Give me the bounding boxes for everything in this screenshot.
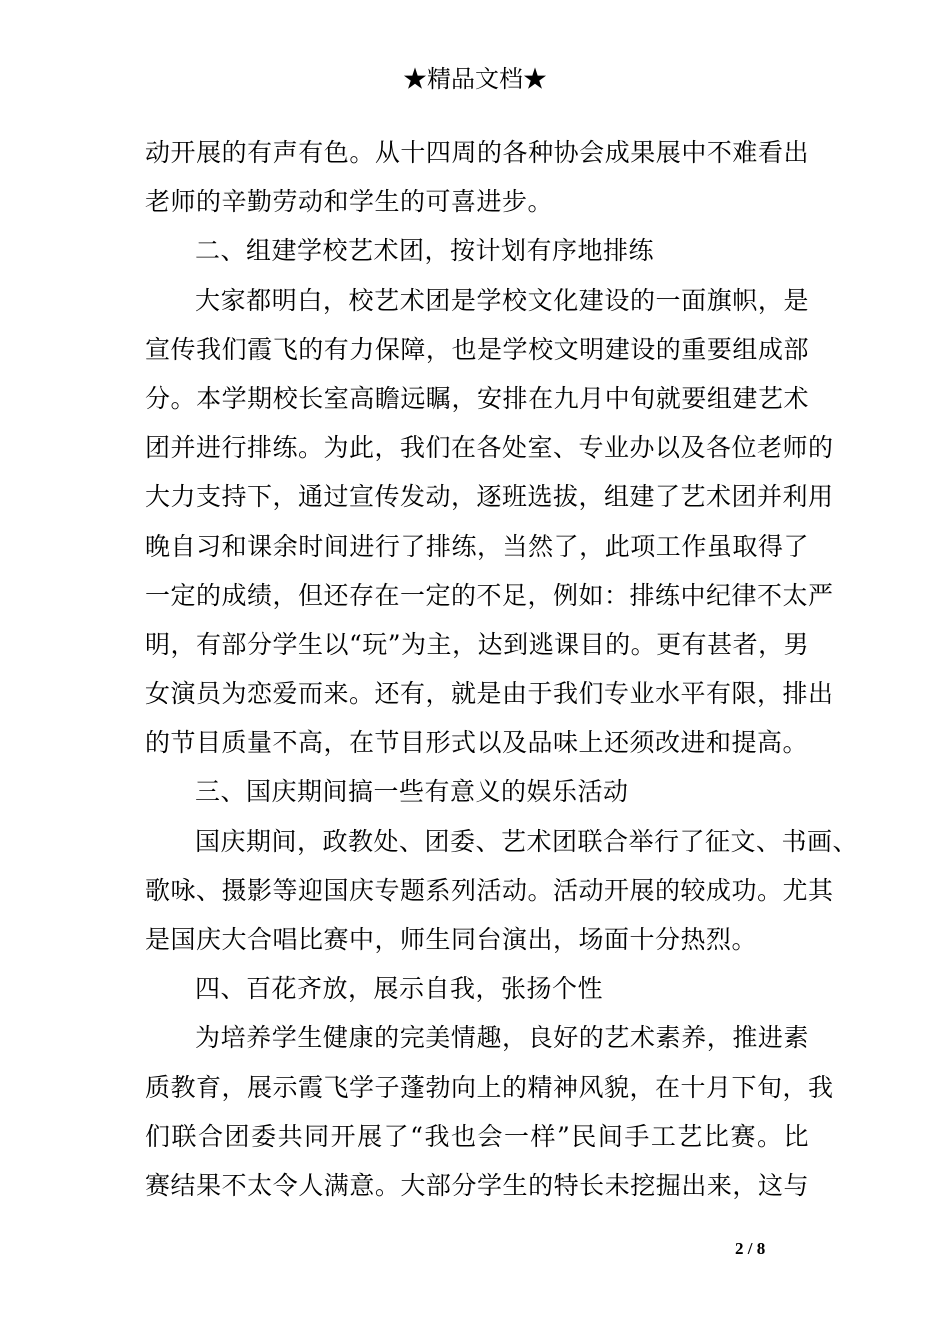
text-line: 晚自习和课余时间进行了排练，当然了，此项工作虽取得了 (145, 531, 809, 561)
text-line: 明，有部分学生以“玩”为主，达到逃课目的。更有甚者，男 (145, 629, 810, 659)
text-line: 女演员为恋爱而来。还有，就是由于我们专业水平有限，排出 (145, 679, 834, 709)
text-line: 为培养学生健康的完美情趣，良好的艺术素养，推进素 (195, 1023, 809, 1053)
text-line: 国庆期间，政教处、团委、艺术团联合举行了征文、书画、 (195, 826, 859, 856)
text-line: 老师的辛勤劳动和学生的可喜进步。 (145, 187, 554, 217)
text-line: 宣传我们霞飞的有力保障，也是学校文明建设的重要组成部 (145, 334, 809, 364)
text-line: 是国庆大合唱比赛中，师生同台演出，场面十分热烈。 (145, 925, 758, 954)
section-heading: 四、百花齐放，展示自我，张扬个性 (195, 974, 604, 1004)
text-line: 质教育，展示霞飞学子蓬勃向上的精神风貌，在十月下旬，我 (145, 1072, 834, 1102)
text-line: 动开展的有声有色。从十四周的各种协会成果展中不难看出 (145, 138, 809, 167)
text-line: 赛结果不太令人满意。大部分学生的特长未挖掘出来，这与 (145, 1170, 809, 1200)
text-line: 们联合团委共同开展了“我也会一样”民间手工艺比赛。比 (145, 1121, 809, 1151)
text-line: 大力支持下，通过宣传发动，逐班选拔，组建了艺术团并利用 (145, 482, 834, 512)
text-line: 分。本学期校长室高瞻远瞩，安排在九月中旬就要组建艺术 (145, 383, 809, 413)
page-number: 2 / 8 (735, 1239, 766, 1258)
text-line: 歌咏、摄影等迎国庆专题系列活动。活动开展的较成功。尤其 (145, 875, 834, 905)
section-heading: 二、组建学校艺术团，按计划有序地排练 (195, 236, 655, 266)
document-header: ★精品文档★ (403, 65, 547, 93)
text-line: 团并进行排练。为此，我们在各处室、专业办以及各位老师的 (145, 433, 834, 463)
text-line: 的节目质量不高，在节目形式以及品味上还须改进和提高。 (145, 728, 809, 758)
document-body (145, 128, 859, 1210)
text-line: 一定的成绩，但还存在一定的不足，例如：排练中纪律不太严 (145, 580, 834, 610)
text-line: 大家都明白，校艺术团是学校文化建设的一面旗帜，是 (195, 285, 809, 315)
section-heading: 三、国庆期间搞一些有意义的娱乐活动 (195, 777, 629, 807)
